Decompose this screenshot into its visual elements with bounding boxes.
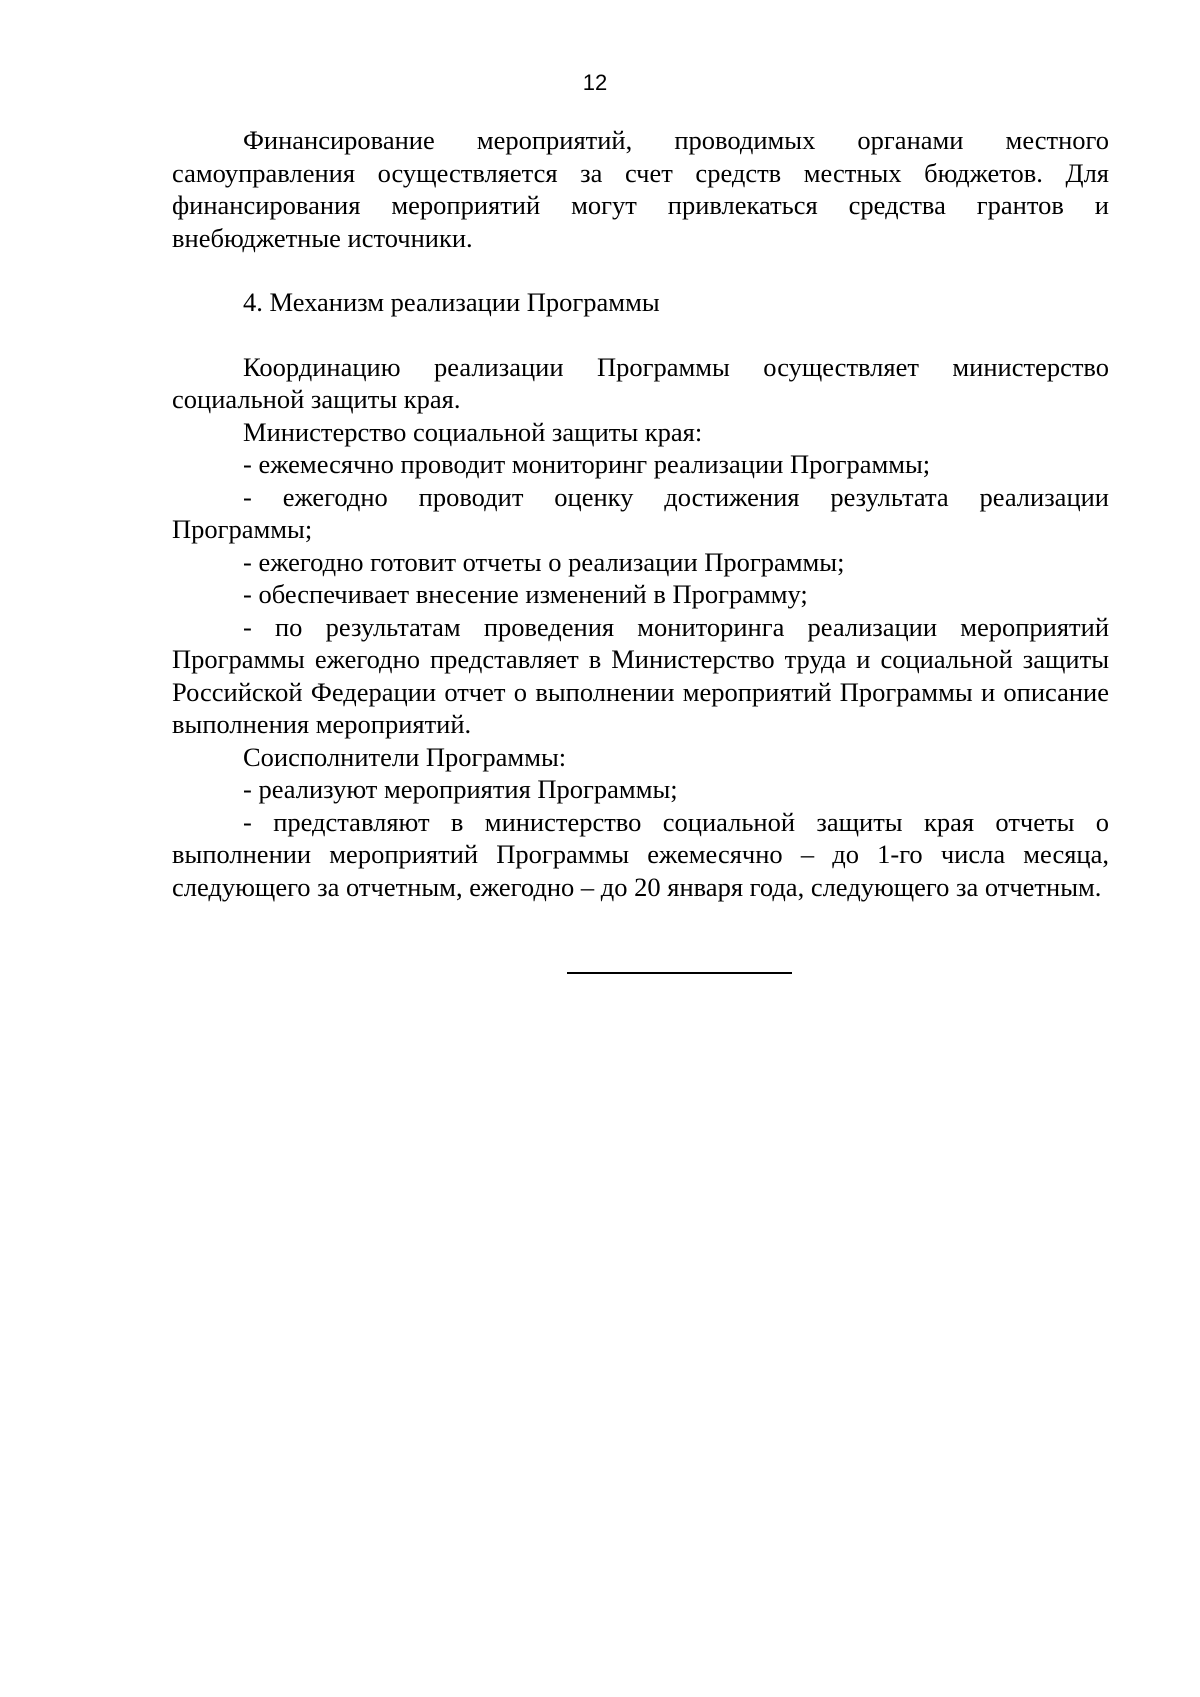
section-heading: 4. Механизм реализации Программы: [243, 287, 660, 317]
coexecutors-intro: Соисполнители Программы:: [243, 741, 567, 772]
closing-divider: [567, 972, 792, 974]
ministry-item-assessment: - ежегодно проводит оценку достижения результата реализации Программы;: [172, 481, 1109, 544]
coordination-paragraph: Координацию реализации Программы осуществляет министерство социальной защиты края.: [172, 351, 1109, 414]
document-body: [172, 124, 1109, 903]
ministry-item-federal-report: - по результатам проведения мониторинга реализации мероприятий Программы ежегодно представляет в Министерство труда и социальной защиты Российской Федерации отчет о выполнении мероприятий Программы и описание выполнения мероприятий.: [172, 611, 1109, 739]
ministry-item-monitoring: - ежемесячно проводит мониторинг реализации Программы;: [243, 449, 931, 479]
ministry-item-amendments: - обеспечивает внесение изменений в Программу;: [243, 579, 808, 609]
coexecutors-item-implement: - реализуют мероприятия Программы;: [243, 774, 678, 804]
financing-paragraph: Финансирование мероприятий, проводимых органами местного самоуправления осуществляется за счет средств местных бюджетов. Для финансирования мероприятий могут привлекаться средства грантов и внебюджетные источники.: [172, 125, 1109, 253]
ministry-intro: Министерство социальной защиты края:: [243, 416, 703, 447]
page-number: 12: [582, 70, 608, 95]
coexecutors-item-reports: - представляют в министерство социальной защиты края отчеты о выполнении мероприятий Программы ежемесячно – до 1-го числа месяца, следующего за отчетным, ежегодно – до 20 января года, следующего за отчетным.: [172, 806, 1109, 902]
ministry-item-reports: - ежегодно готовит отчеты о реализации Программы;: [243, 546, 845, 577]
